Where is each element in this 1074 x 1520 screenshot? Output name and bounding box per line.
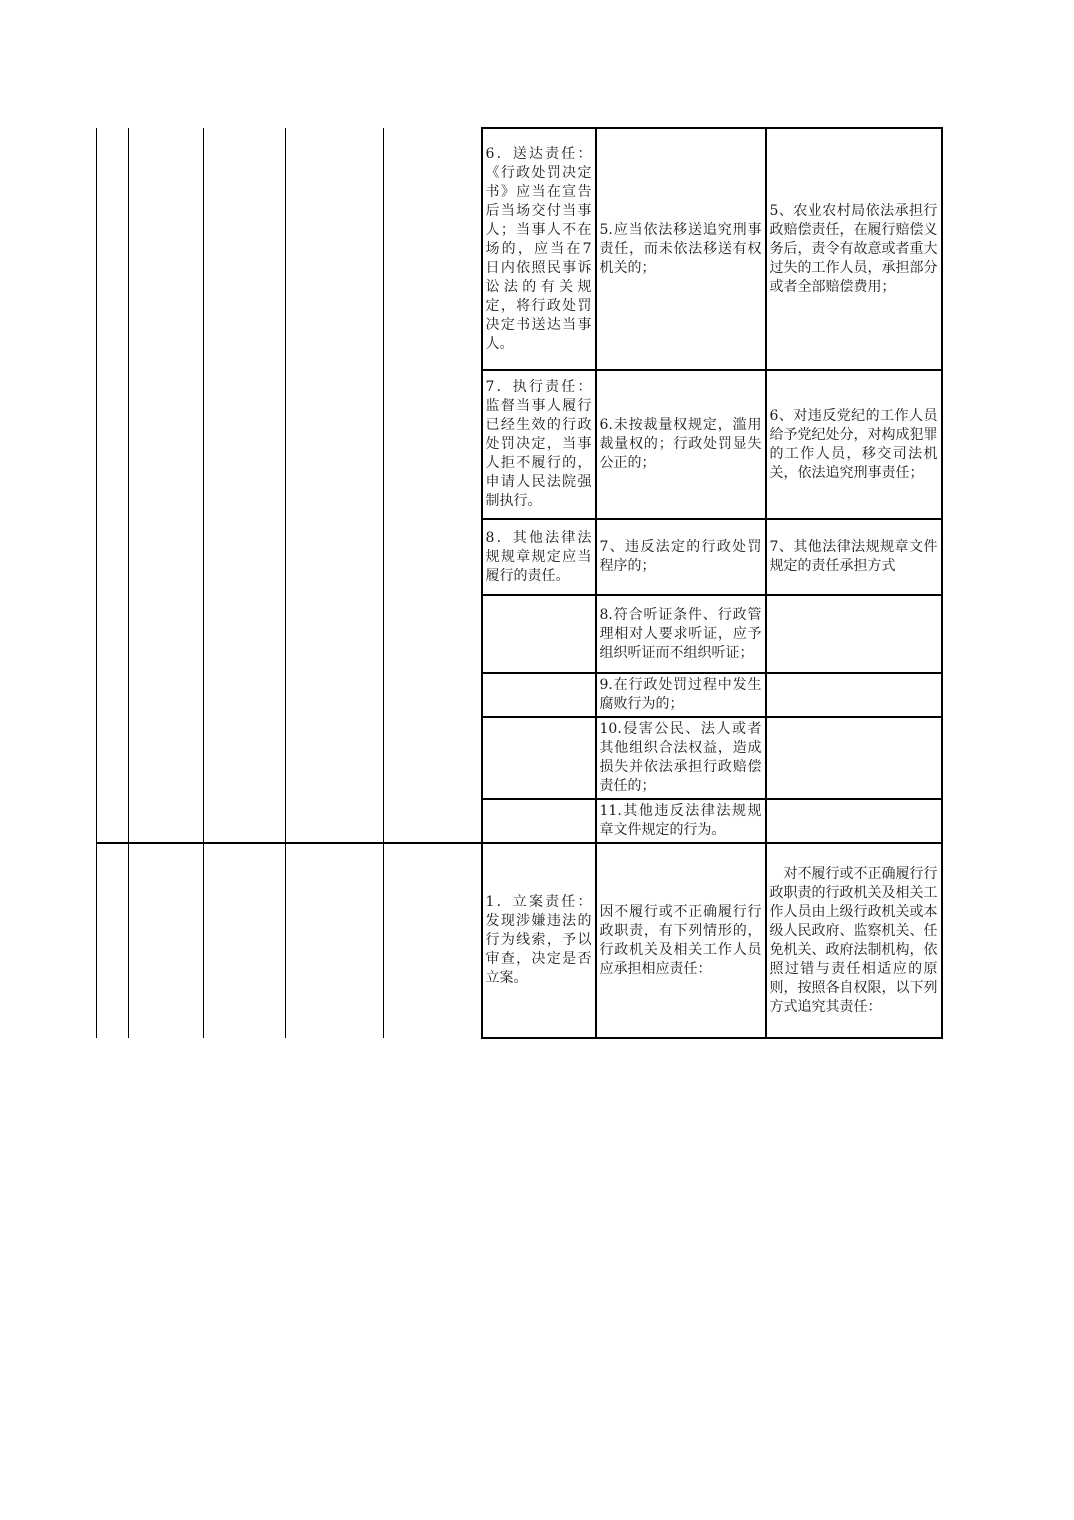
circumstance-cell: 8.符合听证条件、行政管理相对人要求听证，应予组织听证而不组织听证； [596,595,766,673]
duty-cell: 6．送达责任：《行政处罚决定书》应当在宣告后当场交付当事人；当事人不在场的，应当在7日内依照民事诉讼法的有关规定，将行政处罚决定书送达当事人。 [482,128,596,370]
accountability-cell [766,673,942,717]
accountability-cell: 对不履行或不正确履行行政职责的行政机关及相关工作人员由上级行政机关或本级人民政府、监察机关、任免机关、政府法制机构，依照过错与责任相适应的原则，按照各自权限，以下列方式追究其责任： [766,843,942,1038]
accountability-cell: 6、对违反党纪的工作人员给予党纪处分，对构成犯罪的工作人员，移交司法机关，依法追究刑事责任； [766,370,942,519]
duty-cell: 1．立案责任：发现涉嫌违法的行为线索，予以审查，决定是否立案。 [482,843,596,1038]
empty-left-cell [97,128,129,843]
duty-cell [482,595,596,673]
circumstance-cell: 5.应当依法移送追究刑事责任，而未依法移送有权机关的； [596,128,766,370]
empty-left-cell [129,843,204,1038]
duty-cell [482,673,596,717]
empty-left-cell [97,843,129,1038]
accountability-cell [766,799,942,843]
circumstance-cell: 11.其他违反法律法规规章文件规定的行为。 [596,799,766,843]
responsibility-table [96,127,943,1039]
duty-cell: 8．其他法律法规规章规定应当履行的责任。 [482,519,596,595]
duty-cell [482,799,596,843]
empty-left-cell [286,843,384,1038]
empty-left-cell [204,128,286,843]
accountability-cell [766,717,942,799]
circumstance-cell: 6.未按裁量权规定，滥用裁量权的；行政处罚显失公正的； [596,370,766,519]
empty-left-cell [286,128,384,843]
circumstance-cell: 7、违反法定的行政处罚程序的； [596,519,766,595]
circumstance-cell: 10.侵害公民、法人或者其他组织合法权益，造成损失并依法承担行政赔偿责任的； [596,717,766,799]
empty-left-cell [384,843,482,1038]
accountability-cell: 5、农业农村局依法承担行政赔偿责任，在履行赔偿义务后，责令有故意或者重大过失的工作人员，承担部分或者全部赔偿费用； [766,128,942,370]
duty-cell: 7．执行责任：监督当事人履行已经生效的行政处罚决定，当事人拒不履行的，申请人民法院强制执行。 [482,370,596,519]
table-sheet [96,127,943,1039]
circumstance-cell: 9.在行政处罚过程中发生腐败行为的； [596,673,766,717]
empty-left-cell [204,843,286,1038]
duty-cell [482,717,596,799]
circumstance-cell: 因不履行或不正确履行行政职责，有下列情形的，行政机关及相关工作人员应承担相应责任： [596,843,766,1038]
table-row [97,128,942,370]
empty-left-cell [129,128,204,843]
empty-left-cell [384,128,482,843]
table-row [97,843,942,1038]
accountability-cell: 7、其他法律法规规章文件规定的责任承担方式 [766,519,942,595]
accountability-cell [766,595,942,673]
